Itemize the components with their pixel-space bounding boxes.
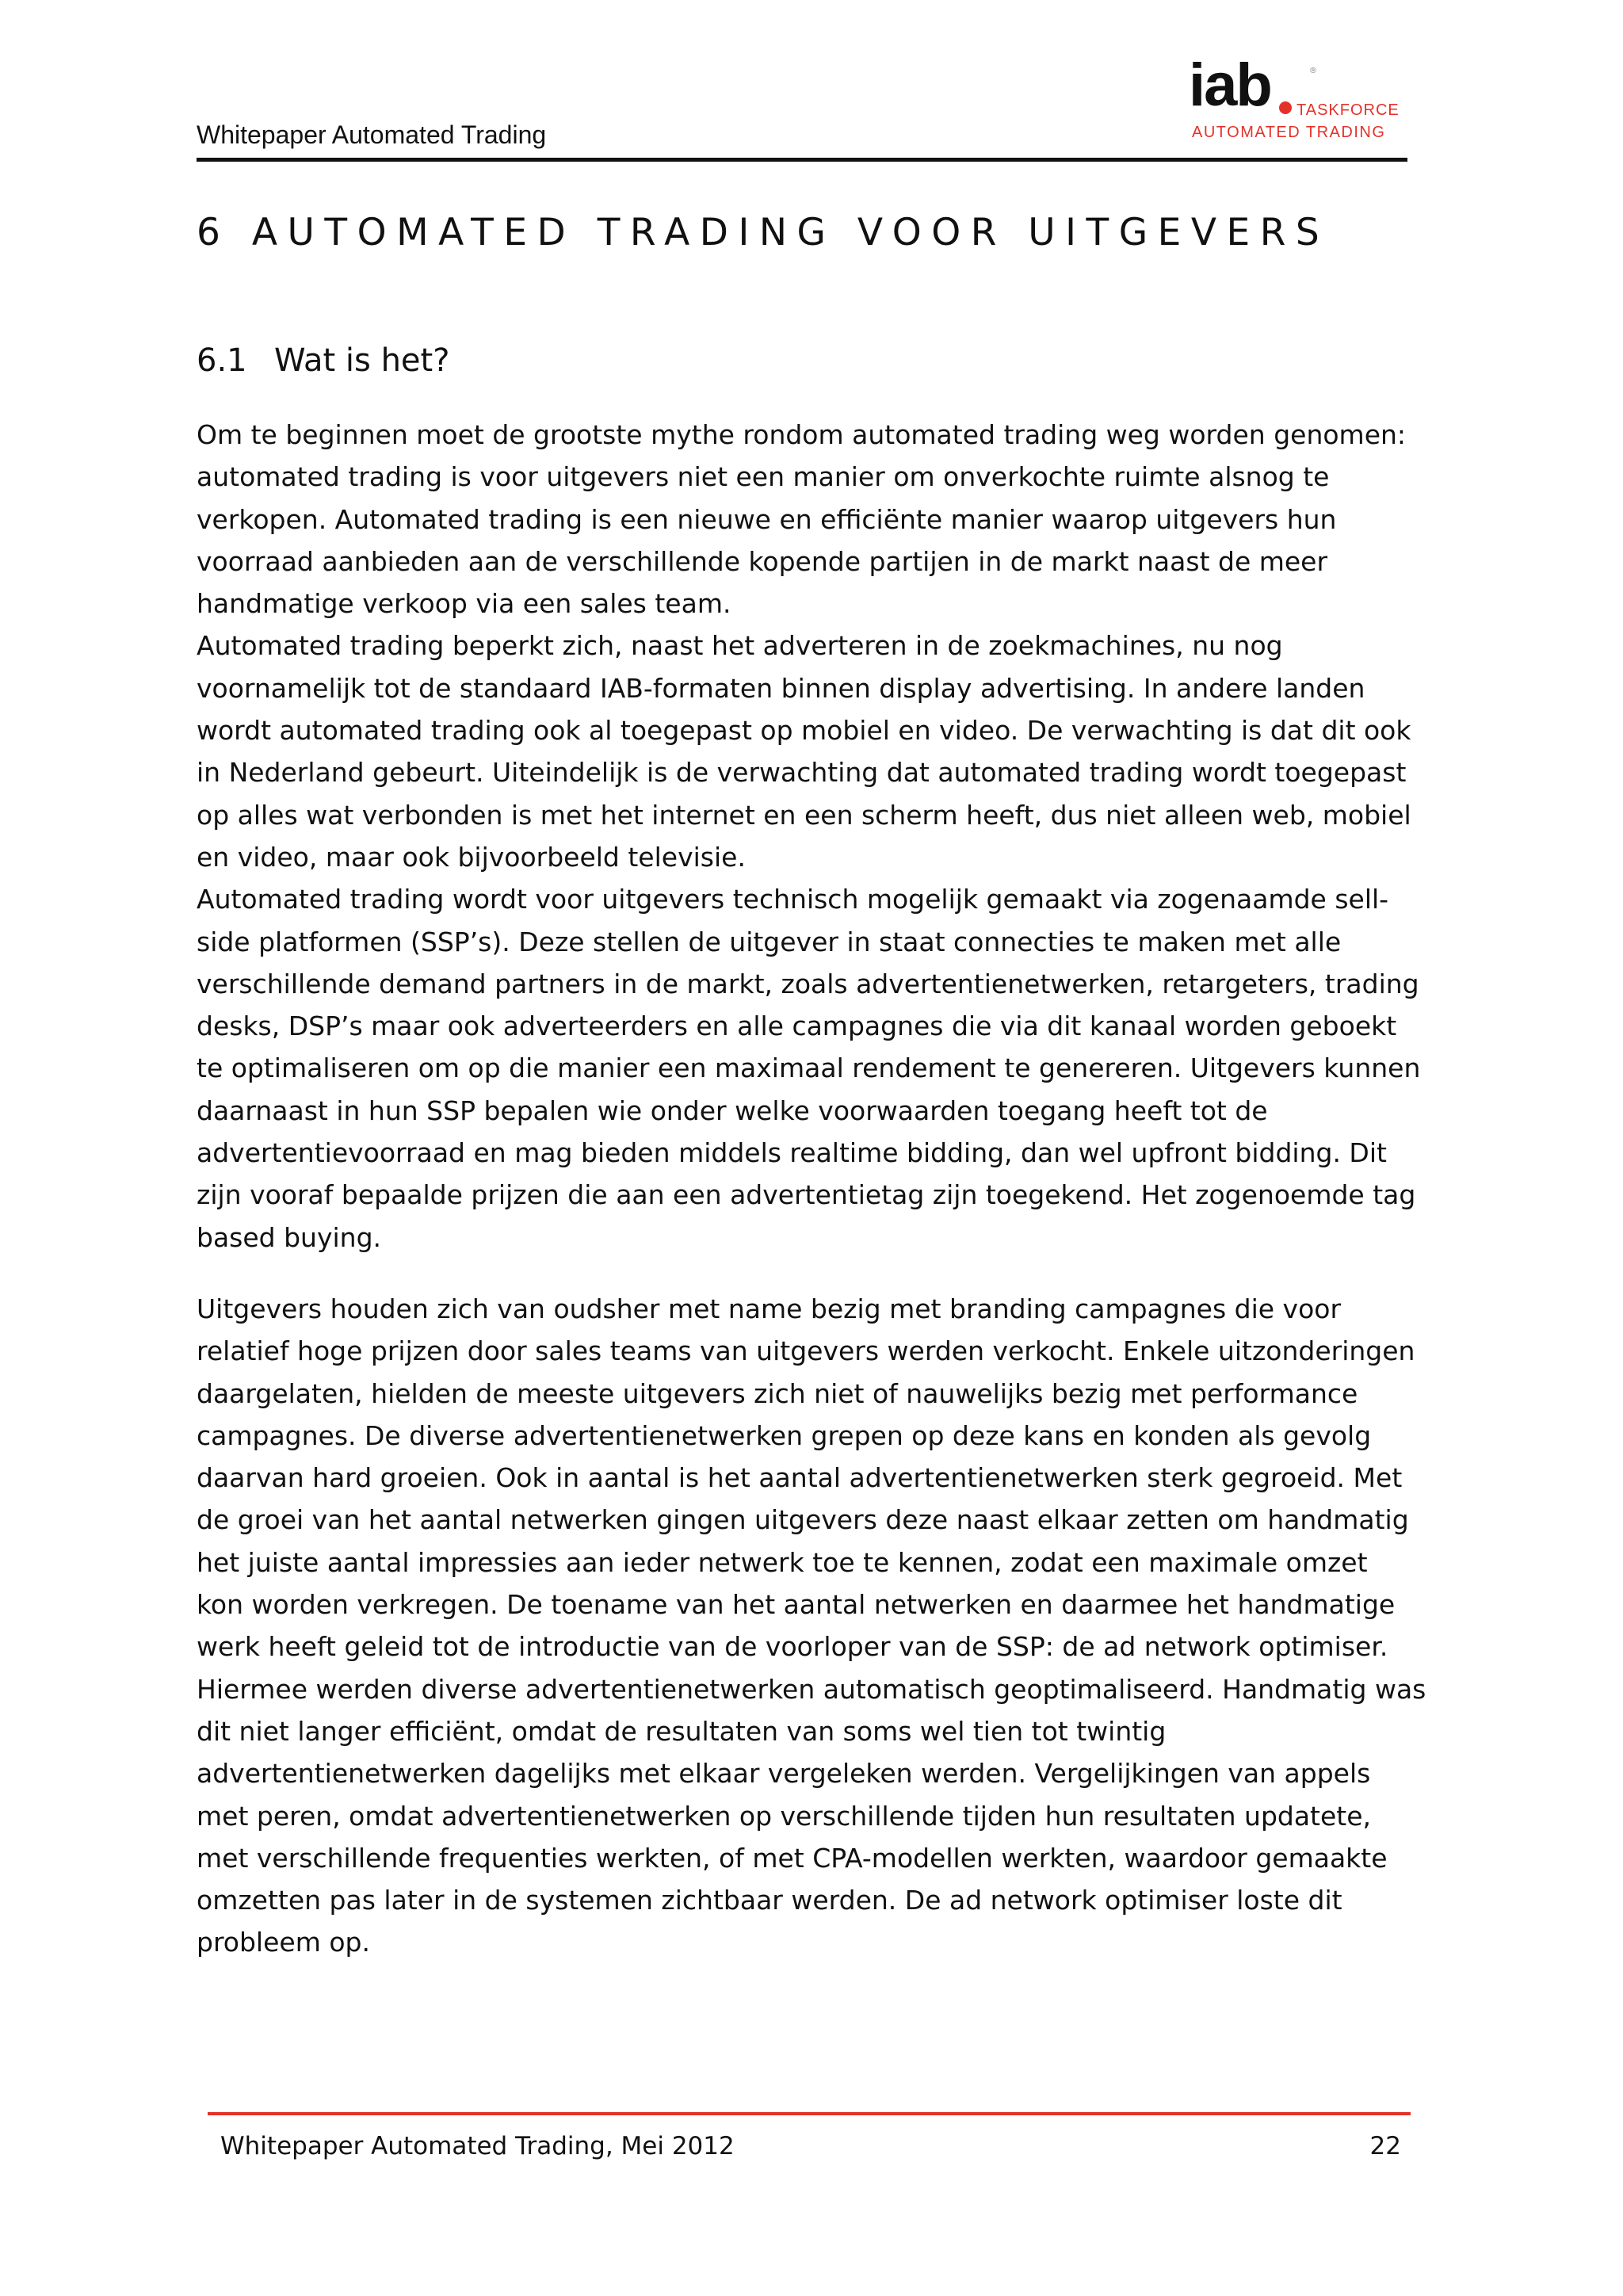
text-line: Automated trading beperkt zich, naast het adverteren in de zoekmachines, nu nog	[197, 630, 1283, 662]
section-number: 6.1	[197, 342, 247, 379]
text-line: side platformen (SSP’s). Deze stellen de uitgever in staat connecties te maken met alle	[197, 926, 1342, 957]
text-line: verschillende demand partners in de markt, zoals advertentienetwerken, retargeters, trading	[197, 968, 1419, 999]
text-line: handmatige verkoop via een sales team.	[197, 588, 731, 620]
text-line: Uitgevers houden zich van oudsher met name bezig met branding campagnes die voor	[197, 1293, 1342, 1324]
text-line: dit niet langer efficiënt, omdat de resultaten van soms wel tien tot twintig	[197, 1715, 1167, 1747]
text-line: daargelaten, hielden de meeste uitgevers zich niet of nauwelijks bezig met performance	[197, 1377, 1358, 1409]
section-heading	[197, 342, 449, 379]
logo-brand: iab	[1189, 52, 1271, 119]
text-line: werk heeft geleid tot de introductie van de voorloper van de SSP: de ad network optimiser.	[197, 1631, 1388, 1663]
text-line: Om te beginnen moet de grootste mythe rondom automated trading weg worden genomen:	[197, 419, 1407, 450]
paragraph-block-2	[197, 1288, 1433, 1964]
paragraph-block-1	[197, 414, 1433, 1259]
text-line: op alles wat verbonden is met het internet en een scherm heeft, dus niet alleen web, mobiel	[197, 799, 1411, 831]
iab-taskforce-logo	[1189, 52, 1419, 146]
text-line: wordt automated trading ook al toegepast op mobiel en video. De verwachting is dat dit ook	[197, 715, 1411, 747]
text-line: met verschillende frequenties werkten, of met CPA-modellen werkten, waardoor gemaakte	[197, 1842, 1388, 1874]
logo-taskforce: TASKFORCE	[1296, 101, 1400, 119]
text-line: daarvan hard groeien. Ook in aantal is het aantal advertentienetwerken sterk gegroeid. Met	[197, 1462, 1403, 1494]
text-line: advertentienetwerken dagelijks met elkaar vergeleken werden. Vergelijkingen van appels	[197, 1758, 1371, 1790]
text-line: kon worden verkregen. De toename van het aantal netwerken en daarmee het handmatige	[197, 1589, 1396, 1621]
logo-dot-icon	[1279, 101, 1292, 114]
footer-divider	[208, 2112, 1411, 2115]
text-line: probleem op.	[197, 1927, 370, 1958]
footer-title: Whitepaper Automated Trading, Mei 2012	[220, 2132, 735, 2160]
page-number: 22	[1369, 2132, 1401, 2160]
text-line: het juiste aantal impressies aan ieder netwerk toe te kennen, zodat een maximale omzet	[197, 1546, 1368, 1578]
chapter-title: 6 AUTOMATED TRADING VOOR UITGEVERS	[197, 211, 1330, 254]
text-line: desks, DSP’s maar ook adverteerders en alle campagnes die via dit kanaal worden geboekt	[197, 1010, 1397, 1042]
running-header-title: Whitepaper Automated Trading	[197, 120, 547, 149]
text-line: Hiermee werden diverse advertentienetwerken automatisch geoptimaliseerd. Handmatig was	[197, 1673, 1426, 1705]
section-title: Wat is het?	[274, 342, 450, 379]
text-line: zijn vooraf bepaalde prijzen die aan een advertentietag zijn toegekend. Het zogenoemde tag	[197, 1179, 1416, 1211]
logo-registered-mark: ®	[1309, 67, 1317, 75]
text-line: verkopen. Automated trading is een nieuwe en efficiënte manier waarop uitgevers hun	[197, 503, 1337, 535]
header-divider	[197, 158, 1407, 162]
text-line: de groei van het aantal netwerken gingen uitgevers deze naast elkaar zetten om handmatig	[197, 1504, 1409, 1536]
text-line: omzetten pas later in de systemen zichtbaar werden. De ad network optimiser loste dit	[197, 1885, 1342, 1916]
text-line: advertentievoorraad en mag bieden middels realtime bidding, dan wel upfront bidding. Dit	[197, 1137, 1387, 1169]
logo-subtitle: AUTOMATED TRADING	[1192, 124, 1386, 141]
text-line: based buying.	[197, 1221, 382, 1253]
text-line: daarnaast in hun SSP bepalen wie onder welke voorwaarden toegang heeft tot de	[197, 1095, 1268, 1126]
text-line: campagnes. De diverse advertentienetwerken grepen op deze kans en konden als gevolg	[197, 1419, 1372, 1451]
text-line: relatief hoge prijzen door sales teams van uitgevers werden verkocht. Enkele uitzonderingen	[197, 1335, 1415, 1367]
text-line: automated trading is voor uitgevers niet een manier om onverkochte ruimte alsnog te	[197, 461, 1330, 493]
text-line: te optimaliseren om op die manier een maximaal rendement te genereren. Uitgevers kunnen	[197, 1052, 1421, 1084]
text-line: voorraad aanbieden aan de verschillende kopende partijen in de markt naast de meer	[197, 545, 1328, 577]
text-line: met peren, omdat advertentienetwerken op verschillende tijden hun resultaten updatete,	[197, 1800, 1372, 1832]
text-line: voornamelijk tot de standaard IAB-formaten binnen display advertising. In andere landen	[197, 672, 1365, 704]
text-line: en video, maar ook bijvoorbeeld televisie.	[197, 841, 746, 873]
text-line: in Nederland gebeurt. Uiteindelijk is de verwachting dat automated trading wordt toegepast	[197, 757, 1407, 789]
text-line: Automated trading wordt voor uitgevers technisch mogelijk gemaakt via zogenaamde sell-	[197, 884, 1389, 915]
